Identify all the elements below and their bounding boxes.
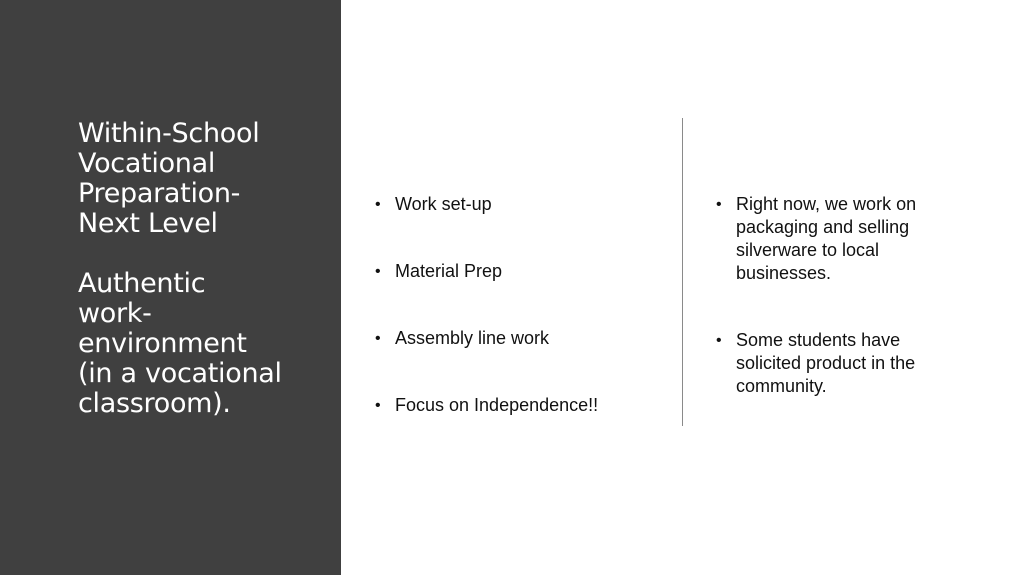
left-bullet-list xyxy=(375,193,665,461)
bullet-text: Right now, we work on packaging and selling silverware to local businesses. xyxy=(736,194,917,283)
bullet-item xyxy=(375,327,665,350)
bullet-icon: • xyxy=(716,196,722,213)
bullet-text: Work set-up xyxy=(395,194,492,214)
bullet-icon: • xyxy=(375,196,381,213)
bullet-text: Some students have solicited product in the community. xyxy=(736,330,916,396)
bullet-icon: • xyxy=(375,397,381,414)
bullet-text: Focus on Independence!! xyxy=(395,395,599,415)
slide-title: Within-School Vocational Preparation- Next Level xyxy=(78,118,260,239)
column-divider xyxy=(682,118,683,426)
bullet-icon: • xyxy=(375,330,381,347)
right-bullet-list xyxy=(716,193,956,442)
bullet-text: Material Prep xyxy=(395,261,503,281)
bullet-icon: • xyxy=(716,332,722,349)
bullet-item xyxy=(716,329,956,398)
title-panel xyxy=(0,0,341,575)
slide-subtitle: Authentic work- environment (in a vocational classroom). xyxy=(78,268,282,419)
bullet-item xyxy=(375,193,665,216)
bullet-text: Assembly line work xyxy=(395,328,550,348)
bullet-item xyxy=(375,394,665,417)
title-block xyxy=(78,119,328,419)
bullet-item xyxy=(716,193,956,285)
title-spacer xyxy=(78,239,328,269)
bullet-item xyxy=(375,260,665,283)
bullet-icon: • xyxy=(375,263,381,280)
